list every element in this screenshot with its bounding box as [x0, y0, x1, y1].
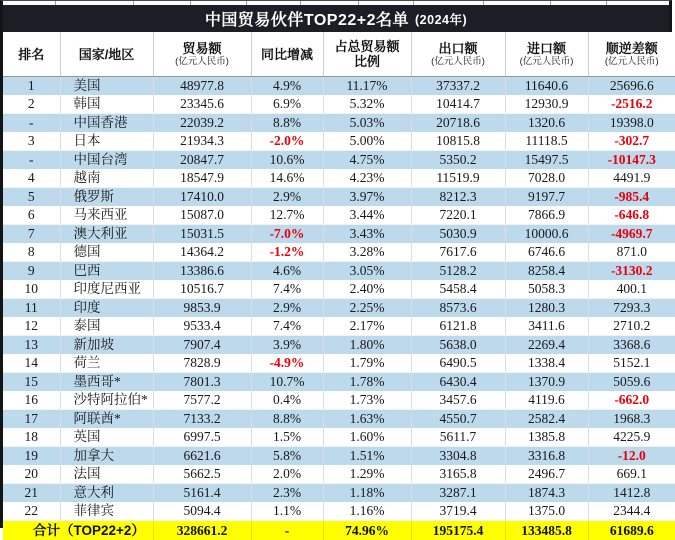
- cell-yoy: 2.9%: [251, 188, 323, 207]
- gridline-tick: [413, 1, 414, 5]
- cell-rank: 5: [3, 188, 60, 207]
- cell-share: 3.44%: [323, 206, 411, 225]
- cell-trade: 20847.7: [153, 151, 251, 170]
- cell-rank: 16: [3, 391, 60, 410]
- cell-country: 英国: [60, 428, 153, 447]
- cell-export: 8573.6: [411, 299, 505, 318]
- cell-export: 5350.2: [411, 151, 505, 170]
- gridline-tick: [246, 1, 247, 5]
- cell-trade: 7907.4: [153, 336, 251, 355]
- cell-country: 日本: [60, 132, 153, 151]
- cell-country: 意大利: [60, 484, 153, 503]
- cell-import: 4119.6: [505, 391, 588, 410]
- cell-balance: -646.8: [588, 206, 675, 225]
- cell-country: 菲律宾: [60, 502, 153, 521]
- cell-yoy: 2.9%: [251, 299, 323, 318]
- cell-yoy: 8.8%: [251, 410, 323, 429]
- cell-export: 5638.0: [411, 336, 505, 355]
- cell-export: 6490.5: [411, 354, 505, 373]
- cell-country: 巴西: [60, 262, 153, 281]
- cell-export: 5611.7: [411, 428, 505, 447]
- table-row: [3, 484, 675, 503]
- gridline-tick: [190, 1, 191, 5]
- cell-share: 1.80%: [323, 336, 411, 355]
- cell-export: 6430.4: [411, 373, 505, 392]
- table-header: [3, 32, 675, 77]
- table-row: [3, 447, 675, 466]
- total-export: 195175.4: [411, 521, 505, 540]
- cell-country: 墨西哥*: [60, 373, 153, 392]
- col-header-share: 占总贸易额 比例: [323, 32, 411, 77]
- cell-trade: 48977.8: [153, 77, 251, 96]
- table-row: [3, 410, 675, 429]
- cell-country: 新加坡: [60, 336, 153, 355]
- cell-rank: 21: [3, 484, 60, 503]
- total-balance: 61689.6: [588, 521, 675, 540]
- cell-country: 阿联酋*: [60, 410, 153, 429]
- cell-trade: 7828.9: [153, 354, 251, 373]
- cell-import: 7866.9: [505, 206, 588, 225]
- cell-import: 9197.7: [505, 188, 588, 207]
- cell-import: 15497.5: [505, 151, 588, 170]
- cell-share: 1.60%: [323, 428, 411, 447]
- cell-import: 11118.5: [505, 132, 588, 151]
- cell-share: 1.63%: [323, 410, 411, 429]
- col-header-trade: 贸易额 (亿元人民币): [153, 32, 251, 77]
- cell-balance: 400.1: [588, 280, 675, 299]
- total-trade: 328661.2: [153, 521, 251, 540]
- table-row: [3, 336, 675, 355]
- cell-import: 1338.4: [505, 354, 588, 373]
- cell-import: 10000.6: [505, 225, 588, 244]
- cell-import: 8258.4: [505, 262, 588, 281]
- cell-share: 3.97%: [323, 188, 411, 207]
- cell-export: 5128.2: [411, 262, 505, 281]
- cell-share: 1.18%: [323, 484, 411, 503]
- cell-country: 加拿大: [60, 447, 153, 466]
- cell-export: 7220.1: [411, 206, 505, 225]
- header-row: [3, 32, 675, 77]
- table-row: [3, 465, 675, 484]
- cell-import: 1320.6: [505, 114, 588, 133]
- cell-country: 印度尼西亚: [60, 280, 153, 299]
- cell-yoy: 10.7%: [251, 373, 323, 392]
- table-row: [3, 169, 675, 188]
- cell-trade: 7801.3: [153, 373, 251, 392]
- cell-share: 3.43%: [323, 225, 411, 244]
- cell-trade: 5161.4: [153, 484, 251, 503]
- cell-trade: 7577.2: [153, 391, 251, 410]
- cell-import: 2269.4: [505, 336, 588, 355]
- cell-share: 4.75%: [323, 151, 411, 170]
- cell-export: 3457.6: [411, 391, 505, 410]
- cell-yoy: -7.0%: [251, 225, 323, 244]
- table-row: [3, 317, 675, 336]
- cell-balance: 19398.0: [588, 114, 675, 133]
- cell-import: 1385.8: [505, 428, 588, 447]
- cell-trade: 18547.9: [153, 169, 251, 188]
- cell-share: 1.29%: [323, 465, 411, 484]
- gridline-tick: [606, 1, 607, 5]
- cell-share: 1.16%: [323, 502, 411, 521]
- cell-export: 3287.1: [411, 484, 505, 503]
- cell-import: 11640.6: [505, 77, 588, 96]
- cell-import: 1280.3: [505, 299, 588, 318]
- table-row: [3, 225, 675, 244]
- cell-country: 俄罗斯: [60, 188, 153, 207]
- cell-trade: 7133.2: [153, 410, 251, 429]
- gridline-tick: [300, 1, 301, 5]
- cell-import: 2582.4: [505, 410, 588, 429]
- cell-balance: 4491.9: [588, 169, 675, 188]
- cell-yoy: 2.0%: [251, 465, 323, 484]
- cell-rank: 11: [3, 299, 60, 318]
- cell-export: 10414.7: [411, 95, 505, 114]
- cell-share: 2.17%: [323, 317, 411, 336]
- table-row: [3, 95, 675, 114]
- cell-trade: 23345.6: [153, 95, 251, 114]
- cell-rank: 13: [3, 336, 60, 355]
- cell-export: 11519.9: [411, 169, 505, 188]
- cell-import: 1375.0: [505, 502, 588, 521]
- cell-share: 1.51%: [323, 447, 411, 466]
- table-row: [3, 151, 675, 170]
- title-text: 中国贸易伙伴TOP22+2名单: [205, 7, 409, 30]
- cell-trade: 10516.7: [153, 280, 251, 299]
- cell-balance: 871.0: [588, 243, 675, 262]
- cell-export: 37337.2: [411, 77, 505, 96]
- col-header-rank: 排名: [3, 32, 60, 77]
- cell-balance: 3368.6: [588, 336, 675, 355]
- cell-import: 12930.9: [505, 95, 588, 114]
- table-row: [3, 77, 675, 96]
- table-row: [3, 502, 675, 521]
- cell-import: 5058.3: [505, 280, 588, 299]
- cell-country: 美国: [60, 77, 153, 96]
- cell-import: 3316.8: [505, 447, 588, 466]
- cell-rank: 17: [3, 410, 60, 429]
- table-row: [3, 299, 675, 318]
- table-row: [3, 354, 675, 373]
- total-label: 合计（TOP22+2）: [3, 521, 153, 540]
- cell-country: 德国: [60, 243, 153, 262]
- cell-country: 荷兰: [60, 354, 153, 373]
- cell-yoy: 7.4%: [251, 280, 323, 299]
- cell-trade: 9853.9: [153, 299, 251, 318]
- cell-country: 马来西亚: [60, 206, 153, 225]
- cell-yoy: 12.7%: [251, 206, 323, 225]
- cell-yoy: 6.9%: [251, 95, 323, 114]
- cell-import: 1874.3: [505, 484, 588, 503]
- cell-trade: 21934.3: [153, 132, 251, 151]
- cell-export: 5030.9: [411, 225, 505, 244]
- cell-export: 4550.7: [411, 410, 505, 429]
- cell-trade: 5662.5: [153, 465, 251, 484]
- gridline-tick: [55, 1, 56, 5]
- cell-country: 中国香港: [60, 114, 153, 133]
- cell-rank: 6: [3, 206, 60, 225]
- cell-trade: 15031.5: [153, 225, 251, 244]
- total-yoy: -: [251, 521, 323, 540]
- cell-export: 3165.8: [411, 465, 505, 484]
- cell-export: 3719.4: [411, 502, 505, 521]
- cell-balance: -10147.3: [588, 151, 675, 170]
- cell-balance: 4225.9: [588, 428, 675, 447]
- table-row: [3, 132, 675, 151]
- total-row: [3, 521, 675, 540]
- cell-import: 2496.7: [505, 465, 588, 484]
- cell-share: 3.28%: [323, 243, 411, 262]
- table-row: [3, 206, 675, 225]
- cell-rank: 14: [3, 354, 60, 373]
- cell-yoy: 14.6%: [251, 169, 323, 188]
- cell-country: 法国: [60, 465, 153, 484]
- col-header-export: 出口额 (亿元人民币): [411, 32, 505, 77]
- cell-rank: -: [3, 114, 60, 133]
- trade-table: [3, 32, 675, 540]
- cell-country: 印度: [60, 299, 153, 318]
- cell-balance: 7293.3: [588, 299, 675, 318]
- cell-country: 中国台湾: [60, 151, 153, 170]
- cell-trade: 15087.0: [153, 206, 251, 225]
- cell-balance: -985.4: [588, 188, 675, 207]
- cell-share: 3.05%: [323, 262, 411, 281]
- table-row: [3, 428, 675, 447]
- cell-rank: 3: [3, 132, 60, 151]
- cell-rank: 22: [3, 502, 60, 521]
- cell-share: 1.78%: [323, 373, 411, 392]
- cell-rank: 10: [3, 280, 60, 299]
- spreadsheet-top-gridline: [3, 1, 669, 5]
- cell-export: 8212.3: [411, 188, 505, 207]
- col-header-import: 进口额 (亿元人民币): [505, 32, 588, 77]
- cell-share: 1.73%: [323, 391, 411, 410]
- cell-rank: 12: [3, 317, 60, 336]
- cell-rank: 18: [3, 428, 60, 447]
- cell-yoy: 5.8%: [251, 447, 323, 466]
- cell-yoy: -2.0%: [251, 132, 323, 151]
- cell-export: 20718.6: [411, 114, 505, 133]
- cell-import: 7028.0: [505, 169, 588, 188]
- cell-country: 韩国: [60, 95, 153, 114]
- gridline-tick: [550, 1, 551, 5]
- cell-yoy: 1.5%: [251, 428, 323, 447]
- gridline-tick: [483, 1, 484, 5]
- cell-country: 越南: [60, 169, 153, 188]
- cell-export: 3304.8: [411, 447, 505, 466]
- cell-rank: 1: [3, 77, 60, 96]
- cell-balance: 5152.1: [588, 354, 675, 373]
- total-share: 74.96%: [323, 521, 411, 540]
- cell-country: 沙特阿拉伯*: [60, 391, 153, 410]
- cell-balance: 2710.2: [588, 317, 675, 336]
- cell-trade: 6997.5: [153, 428, 251, 447]
- gridline-tick: [358, 1, 359, 5]
- cell-country: 泰国: [60, 317, 153, 336]
- total-import: 133485.8: [505, 521, 588, 540]
- cell-trade: 17410.0: [153, 188, 251, 207]
- table-row: [3, 188, 675, 207]
- cell-rank: 9: [3, 262, 60, 281]
- cell-yoy: 4.6%: [251, 262, 323, 281]
- col-header-yoy: 同比增减: [251, 32, 323, 77]
- cell-balance: -302.7: [588, 132, 675, 151]
- cell-yoy: 7.4%: [251, 317, 323, 336]
- page-title: [3, 5, 669, 32]
- col-header-country: 国家/地区: [60, 32, 153, 77]
- cell-balance: 669.1: [588, 465, 675, 484]
- cell-yoy: -1.2%: [251, 243, 323, 262]
- cell-yoy: -4.9%: [251, 354, 323, 373]
- cell-share: 1.79%: [323, 354, 411, 373]
- cell-rank: 2: [3, 95, 60, 114]
- cell-rank: 4: [3, 169, 60, 188]
- cell-yoy: 0.4%: [251, 391, 323, 410]
- cell-import: 3411.6: [505, 317, 588, 336]
- cell-share: 5.00%: [323, 132, 411, 151]
- table-row: [3, 391, 675, 410]
- cell-balance: -12.0: [588, 447, 675, 466]
- cell-country: 澳大利亚: [60, 225, 153, 244]
- cell-export: 5458.4: [411, 280, 505, 299]
- cell-trade: 6621.6: [153, 447, 251, 466]
- cell-yoy: 4.9%: [251, 77, 323, 96]
- cell-import: 6746.6: [505, 243, 588, 262]
- cell-trade: 13386.6: [153, 262, 251, 281]
- cell-yoy: 3.9%: [251, 336, 323, 355]
- cell-trade: 14364.2: [153, 243, 251, 262]
- cell-rank: 20: [3, 465, 60, 484]
- cell-trade: 22039.2: [153, 114, 251, 133]
- table-row: [3, 373, 675, 392]
- cell-balance: 5059.6: [588, 373, 675, 392]
- table-row: [3, 280, 675, 299]
- table-row: [3, 243, 675, 262]
- cell-import: 1370.9: [505, 373, 588, 392]
- cell-export: 7617.6: [411, 243, 505, 262]
- cell-rank: 8: [3, 243, 60, 262]
- cell-rank: 7: [3, 225, 60, 244]
- cell-share: 5.03%: [323, 114, 411, 133]
- col-header-balance: 顺逆差额 (亿元人民币): [588, 32, 675, 77]
- title-year: (2024年): [415, 10, 467, 28]
- cell-balance: -662.0: [588, 391, 675, 410]
- cell-share: 5.32%: [323, 95, 411, 114]
- table-row: [3, 262, 675, 281]
- cell-trade: 5094.4: [153, 502, 251, 521]
- cell-yoy: 10.6%: [251, 151, 323, 170]
- cell-share: 4.23%: [323, 169, 411, 188]
- cell-rank: -: [3, 151, 60, 170]
- table-body: [3, 77, 675, 521]
- cell-rank: 19: [3, 447, 60, 466]
- cell-share: 2.40%: [323, 280, 411, 299]
- cell-balance: -4969.7: [588, 225, 675, 244]
- cell-balance: -3130.2: [588, 262, 675, 281]
- cell-balance: 2344.4: [588, 502, 675, 521]
- cell-share: 2.25%: [323, 299, 411, 318]
- cell-rank: 15: [3, 373, 60, 392]
- cell-export: 6121.8: [411, 317, 505, 336]
- cell-balance: -2516.2: [588, 95, 675, 114]
- cell-trade: 9533.4: [153, 317, 251, 336]
- cell-yoy: 8.8%: [251, 114, 323, 133]
- cell-export: 10815.8: [411, 132, 505, 151]
- cell-share: 11.17%: [323, 77, 411, 96]
- gridline-tick: [133, 1, 134, 5]
- cell-balance: 1968.3: [588, 410, 675, 429]
- cell-balance: 25696.6: [588, 77, 675, 96]
- table-row: [3, 114, 675, 133]
- cell-balance: 1412.8: [588, 484, 675, 503]
- cell-yoy: 2.3%: [251, 484, 323, 503]
- cell-yoy: 1.1%: [251, 502, 323, 521]
